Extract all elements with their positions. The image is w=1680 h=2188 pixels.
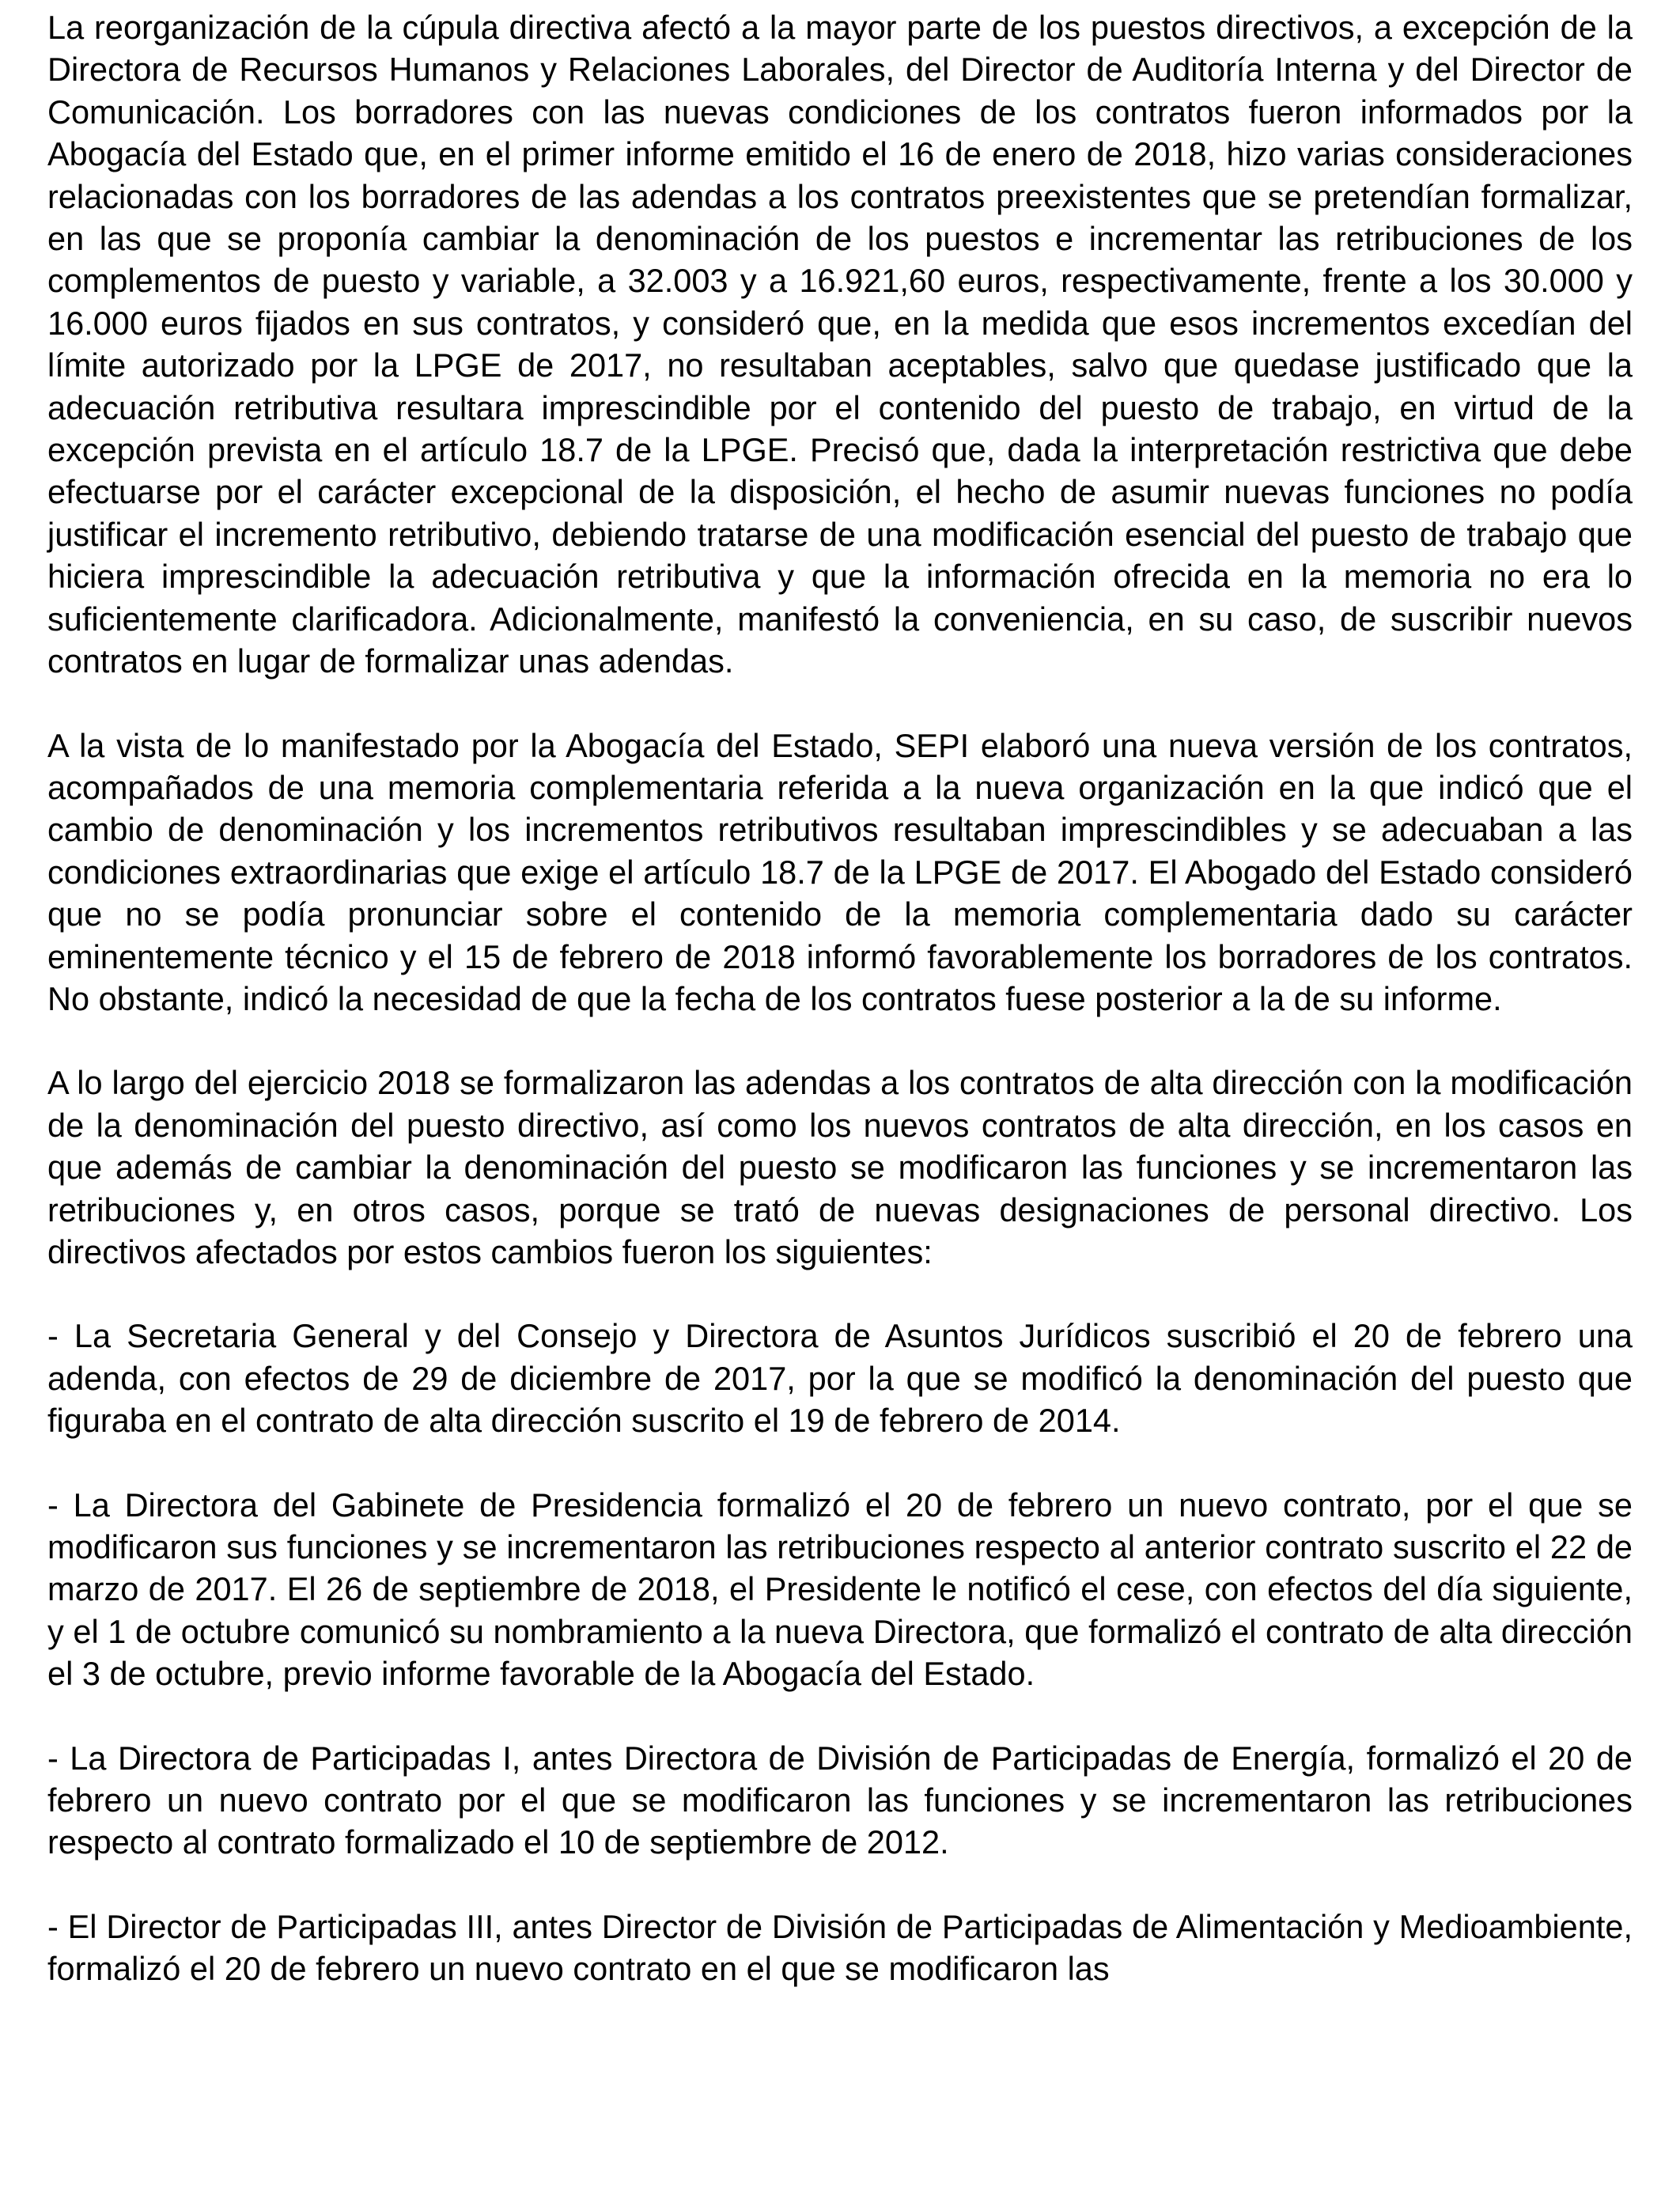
paragraph-nueva-version-contratos: A la vista de lo manifestado por la Abogacía del Estado, SEPI elaboró una nueva versión de los contratos, acompañados de una memoria complementaria referida a la nueva organización en la que indicó que el cambio de denominación y los incrementos retributivos resultaban imprescindibles y se adecuaban a las condiciones extraordinarias que exige el artículo 18.7 de la LPGE de 2017. El Abogado del Estado consideró que no se podía pronunciar sobre el contenido de la memoria complementaria dado su carácter eminentemente técnico y el 15 de febrero de 2018 informó favorablemente los borradores de los contratos. No obstante, indicó la necesidad de que la fecha de los contratos fuese posterior a la de su informe. [47, 726, 1633, 1017]
paragraph-ejercicio-2018: A lo largo del ejercicio 2018 se formalizaron las adendas a los contratos de alta dirección con la modificación de la denominación del puesto directivo, así como los nuevos contratos de alta dirección, en los casos en que además de cambiar la denominación del puesto se modificaron las funciones y se incrementaron las retribuciones y, en otros casos, porque se trató de nuevas designaciones de personal directivo. Los directivos afectados por estos cambios fueron los siguientes: [47, 1064, 1633, 1270]
paragraph-reorganizacion: La reorganización de la cúpula directiva afectó a la mayor parte de los puestos directivos, a excepción de la Directora de Recursos Humanos y Relaciones Laborales, del Director de Auditoría Interna y del Director de Comunicación. Los borradores con las nuevas condiciones de los contratos fueron informados por la Abogacía del Estado que, en el primer informe emitido el 16 de enero de 2018, hizo varias consideraciones relacionadas con los borradores de las adendas a los contratos preexistentes que se pretendían formalizar, en las que se proponía cambiar la denominación de los puestos e incrementar las retribuciones de los complementos de puesto y variable, a 32.003 y a 16.921,60 euros, respectivamente, frente a los 30.000 y 16.000 euros fijados en sus contratos, y consideró que, en la medida que esos incrementos excedían del límite autorizado por la LPGE de 2017, no resultaban aceptables, salvo que quedase justificado que la adecuación retributiva resultara imprescindible por el contenido del puesto de trabajo, en virtud de la excepción prevista en el artículo 18.7 de la LPGE. Precisó que, dada la interpretación restrictiva que debe efectuarse por el carácter excepcional de la disposición, el hecho de asumir nuevas funciones no podía justificar el incremento retributivo, debiendo tratarse de una modificación esencial del puesto de trabajo que hiciera imprescindible la adecuación retributiva y que la información ofrecida en la memoria no era lo suficientemente clarificadora. Adicionalmente, manifestó la conveniencia, en su caso, de suscribir nuevos contratos en lugar de formalizar unas adendas. [47, 9, 1633, 680]
list-item-directora-participadas-i: - La Directora de Participadas I, antes Directora de División de Participadas de Energía, formalizó el 20 de febrero un nuevo contrato por el que se modificaron las funciones y se incrementaron las retribuciones respecto al contrato formalizado el 10 de septiembre de 2012. [47, 1739, 1633, 1861]
document-page [47, 6, 1633, 1990]
list-item-secretaria-general: - La Secretaria General y del Consejo y Directora de Asuntos Jurídicos suscribió el 20 de febrero una adenda, con efectos de 29 de diciembre de 2017, por la que se modificó la denominación del puesto que figuraba en el contrato de alta dirección suscrito el 19 de febrero de 2014. [47, 1317, 1633, 1440]
list-item-directora-gabinete: - La Directora del Gabinete de Presidencia formalizó el 20 de febrero un nuevo contrato, por el que se modificaron sus funciones y se incrementaron las retribuciones respecto al anterior contrato suscrito el 22 de marzo de 2017. El 26 de septiembre de 2018, el Presidente le notificó el cese, con efectos del día siguiente, y el 1 de octubre comunicó su nombramiento a la nueva Directora, que formalizó el contrato de alta dirección el 3 de octubre, previo informe favorable de la Abogacía del Estado. [47, 1486, 1633, 1693]
list-item-director-participadas-iii: - El Director de Participadas III, antes Director de División de Participadas de Alimentación y Medioambiente, formalizó el 20 de febrero un nuevo contrato en el que se modificaron las [47, 1907, 1633, 1988]
